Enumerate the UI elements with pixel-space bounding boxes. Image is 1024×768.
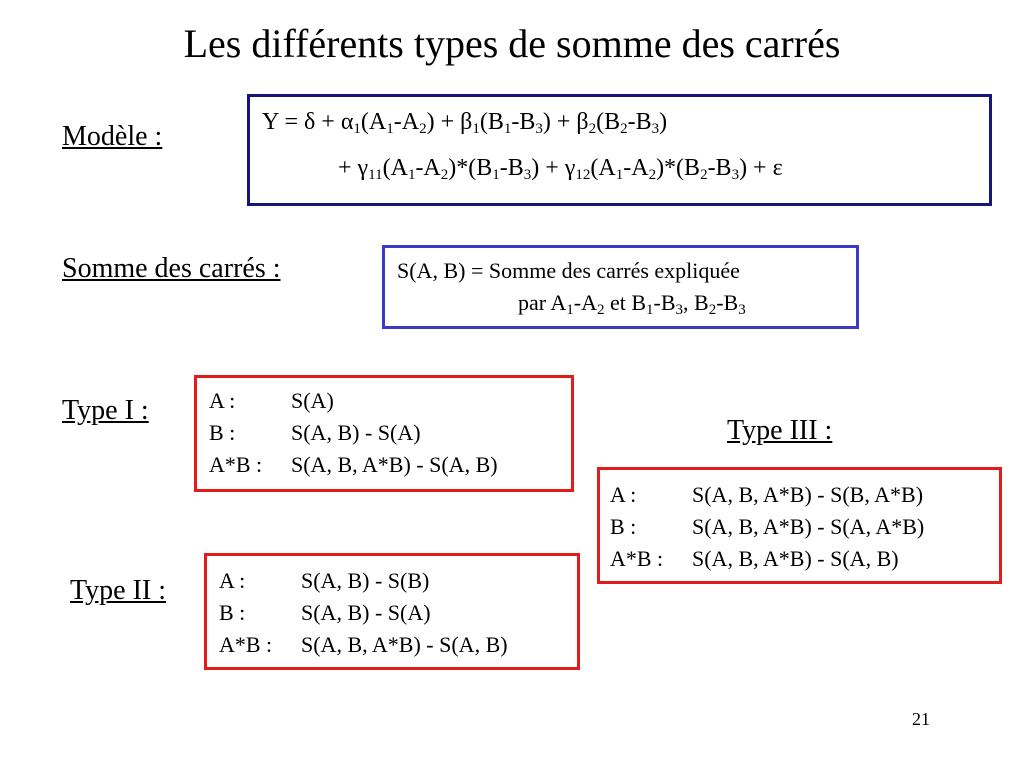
row-value: S(A, B, A*B) - S(A, B) (301, 632, 508, 657)
type1-box (194, 375, 574, 492)
alpha-symbol: α (340, 109, 354, 135)
type1-label: Type I : (62, 395, 149, 426)
sum-squares-label: Somme des carrés : (62, 253, 281, 284)
row-value: S(A, B, A*B) - S(A, A*B) (692, 514, 925, 539)
row-key: A*B : (209, 452, 263, 477)
model-label: Modèle : (62, 121, 163, 152)
sum-squares-definition: S(A, B) = Somme des carrés expliquée (397, 258, 740, 283)
beta-symbol: β (460, 109, 473, 135)
type1-row-b (209, 417, 498, 449)
row-key: A : (219, 568, 246, 593)
gamma-symbol: γ (564, 155, 576, 181)
type3-rows (610, 479, 924, 575)
row-key: A : (209, 388, 236, 413)
row-key: A : (610, 482, 637, 507)
model-box (247, 94, 992, 206)
row-key: A*B : (610, 546, 664, 571)
type2-row-a (219, 565, 508, 597)
type2-rows (219, 565, 508, 661)
slide-title: Les différents types de somme des carrés (183, 21, 841, 66)
row-value: S(A, B, A*B) - S(A, B) (692, 546, 899, 571)
sum-squares-box (382, 245, 859, 329)
row-value: S(A, B) - S(A) (291, 420, 421, 445)
row-key: B : (209, 420, 236, 445)
page-number: 21 (912, 709, 930, 729)
gamma-symbol: γ (357, 155, 369, 181)
model-equation-line-2: + $\gamma_{11}(A_1-A_2)*(B_1-B_3) + \gamma_{12}(A_1-A_2)*(B_2-B_3) + \varepsilon$ (338, 155, 783, 183)
type1-row-a (209, 385, 498, 417)
type2-box (204, 553, 580, 670)
epsilon-symbol: ε (772, 155, 783, 181)
row-value: S(A, B, A*B) - S(B, A*B) (692, 482, 924, 507)
row-value: S(A, B) - S(A) (301, 600, 431, 625)
type2-row-ab (219, 629, 508, 661)
row-value: S(A, B) - S(B) (301, 568, 430, 593)
model-equation-line-1: $Y = \delta + \alpha_1(A_1-A_2) + \beta_1(B_1-B_3) + \beta_2(B_2-B_3)$ (262, 109, 668, 137)
type3-box (597, 467, 1002, 584)
beta-symbol: β (576, 109, 589, 135)
type1-row-ab (209, 449, 498, 481)
type3-label: Type III : (727, 415, 833, 446)
type1-rows (209, 385, 498, 481)
type3-row-b (610, 511, 924, 543)
row-key: B : (610, 514, 637, 539)
type3-row-a (610, 479, 924, 511)
type2-row-b (219, 597, 508, 629)
row-value: S(A, B, A*B) - S(A, B) (291, 452, 498, 477)
row-key: B : (219, 600, 246, 625)
row-value: S(A) (291, 388, 334, 413)
delta-symbol: δ (303, 109, 316, 135)
row-key: A*B : (219, 632, 273, 657)
type3-row-ab (610, 543, 924, 575)
sum-squares-definition-cont: par $A_1-A_2$ et $B_1-B_3$, $B_2-B_3$ (518, 290, 746, 318)
type2-label: Type II : (70, 575, 167, 606)
